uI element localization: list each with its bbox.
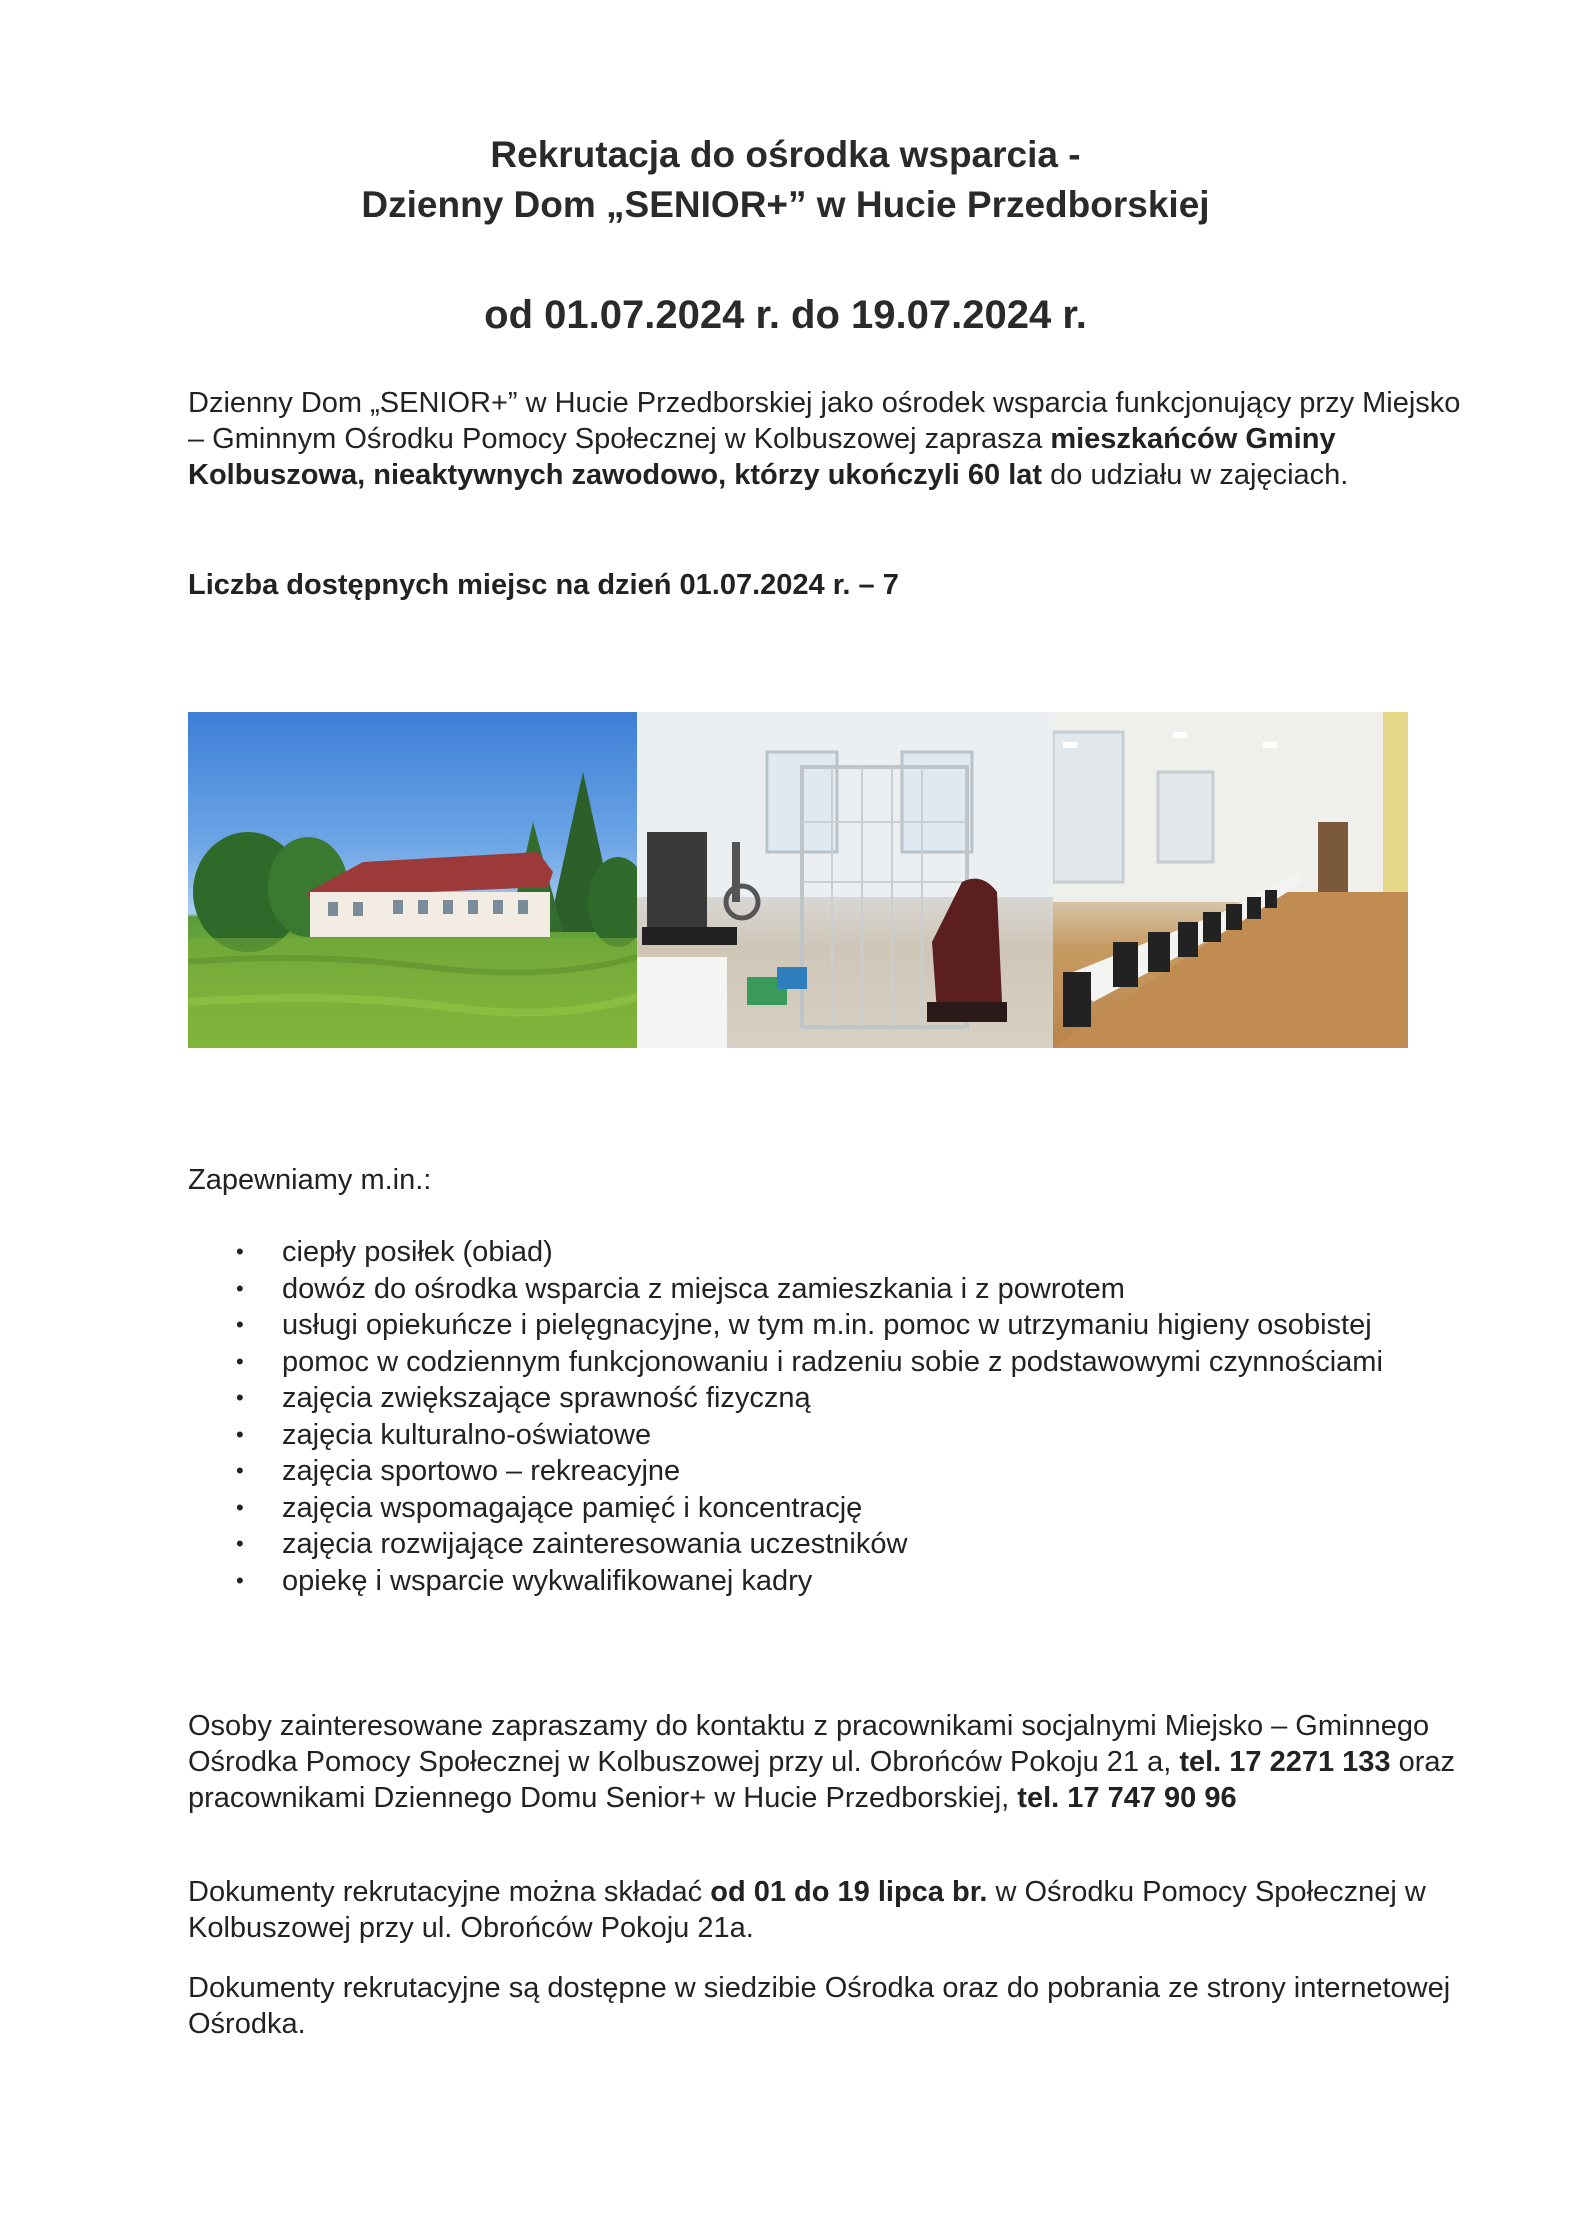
intro-text-2: do udziału w zajęciach.	[1042, 459, 1349, 491]
date-range: od 01.07.2024 r. do 19.07.2024 r.	[484, 293, 1087, 337]
contact-paragraph	[188, 1708, 1468, 1816]
documents-text-2: w Ośrodku Pomocy Społecznej w Kolbuszowej przy ul. Obrońców Pokoju 21a.	[188, 1876, 1426, 1944]
service-text: pomoc w codziennym funkcjonowaniu i radzeniu sobie z podstawowymi czynnościami	[282, 1345, 1383, 1378]
phone-number-2: tel. 17 747 90 96	[1017, 1782, 1237, 1814]
list-item	[236, 1344, 1466, 1381]
services-list	[236, 1234, 1466, 1599]
bullet-icon: •	[236, 1494, 244, 1520]
phone-number-1: tel. 17 2271 133	[1179, 1746, 1391, 1778]
list-item	[236, 1490, 1466, 1527]
list-item	[236, 1417, 1466, 1454]
bullet-icon: •	[236, 1567, 244, 1593]
bullet-icon: •	[236, 1275, 244, 1301]
service-text: ciepły posiłek (obiad)	[282, 1236, 553, 1268]
list-item	[236, 1563, 1466, 1600]
building-photo	[188, 712, 637, 1048]
submission-period: od 01 do 19 lipca br.	[710, 1876, 988, 1908]
contact-text-2: oraz pracownikami Dziennego Domu Senior+ w Hucie Przedborskiej,	[188, 1746, 1456, 1814]
documents-text-1: Dokumenty rekrutacyjne można składać	[188, 1876, 711, 1908]
title-line-2: Dzienny Dom „SENIOR+” w Hucie Przedborskiej	[361, 184, 1210, 225]
service-text: opiekę i wsparcie wykwalifikowanej kadry	[282, 1564, 813, 1597]
intro-text-1: Dzienny Dom „SENIOR+” w Hucie Przedborskiej jako ośrodek wsparcia funkcjonujący przy Miejsko – Gminnym Ośrodku Pomocy Społecznej w Kolbuszowej zaprasza	[188, 387, 1461, 455]
bullet-icon: •	[236, 1312, 244, 1337]
service-text: zajęcia wspomagające pamięć i koncentrację	[282, 1491, 863, 1524]
service-text: zajęcia rozwijające zainteresowania uczestników	[282, 1528, 908, 1560]
bullet-icon: •	[236, 1458, 244, 1483]
list-item	[236, 1307, 1466, 1344]
bullet-icon: •	[236, 1385, 244, 1410]
intro-paragraph	[188, 385, 1468, 493]
bullet-icon: •	[236, 1348, 244, 1374]
available-places: Liczba dostępnych miejsc na dzień 01.07.2024 r. – 7	[188, 569, 899, 601]
service-text: zajęcia kulturalno-oświatowe	[282, 1418, 652, 1451]
service-text: zajęcia zwiększające sprawność fizyczną	[282, 1382, 811, 1414]
contact-text-1: Osoby zainteresowane zapraszamy do kontaktu z pracownikami socjalnymi Miejsko – Gminnego Ośrodka Pomocy Społecznej w Kolbuszowej przy ul. Obrońców Pokoju 21 a,	[188, 1710, 1430, 1778]
service-text: zajęcia sportowo – rekreacyjne	[282, 1455, 681, 1487]
documents-submission-paragraph	[188, 1874, 1468, 1946]
day-room-photo	[1053, 712, 1408, 1048]
services-intro: Zapewniamy m.in.:	[188, 1164, 432, 1196]
title-line-1: Rekrutacja do ośrodka wsparcia -	[490, 134, 1081, 175]
gym-room-photo	[637, 712, 1053, 1048]
list-item	[236, 1453, 1466, 1490]
list-item	[236, 1526, 1466, 1563]
intro-target-group: mieszkańców Gminy Kolbuszowa, nieaktywnych zawodowo, którzy ukończyli 60 lat	[188, 423, 1336, 491]
bullet-icon: •	[236, 1531, 244, 1556]
list-item	[236, 1271, 1466, 1308]
documents-availability-paragraph: Dokumenty rekrutacyjne są dostępne w siedzibie Ośrodka oraz do pobrania ze strony internetowej Ośrodka.	[188, 1972, 1451, 2040]
service-text: dowóz do ośrodka wsparcia z miejsca zamieszkania i z powrotem	[282, 1272, 1125, 1305]
photo-collage	[188, 712, 1408, 1048]
bullet-icon: •	[236, 1421, 244, 1447]
bullet-icon: •	[236, 1239, 244, 1264]
list-item	[236, 1234, 1466, 1271]
service-text: usługi opiekuńcze i pielęgnacyjne, w tym m.in. pomoc w utrzymaniu higieny osobistej	[282, 1309, 1372, 1341]
list-item	[236, 1380, 1466, 1417]
